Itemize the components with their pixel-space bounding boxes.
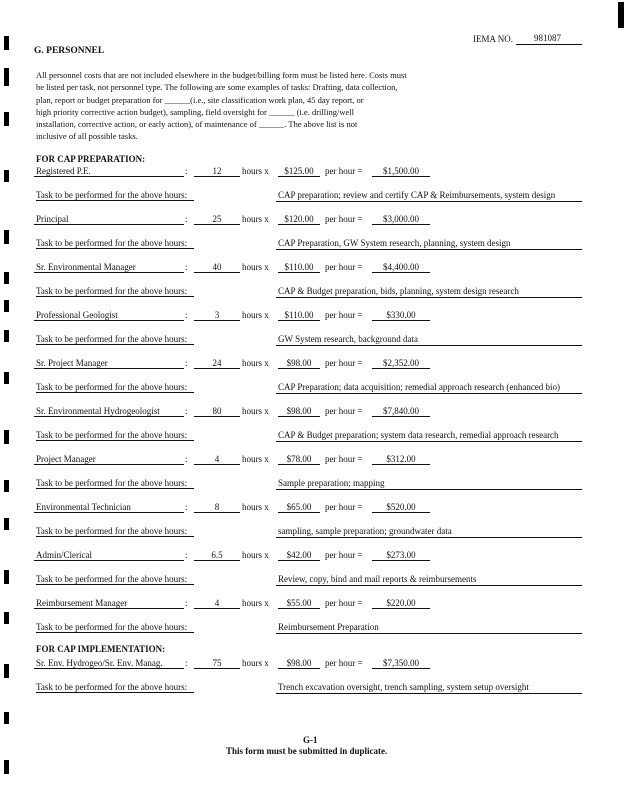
hours-value: 25 [212, 214, 222, 224]
rate-underline [278, 320, 320, 321]
task-underline [276, 441, 582, 442]
task-underline [276, 633, 582, 634]
line-total: $312.00 [386, 454, 416, 464]
hours-x-label: hours x [242, 166, 269, 176]
intro-line: high priority corrective action budget), sampling, field oversight for ______ (i.e. drilling/well [36, 107, 354, 117]
task-description: CAP Preparation; data acquisition; remedial approach research (enhanced bio) [278, 382, 561, 392]
personnel-title: Registered P.E. [36, 166, 91, 176]
line-total: $520.00 [386, 502, 416, 512]
task-label-underline [36, 344, 194, 345]
line-total: $4,400.00 [383, 262, 419, 272]
rate-underline [278, 176, 320, 177]
hours-underline [194, 512, 240, 513]
total-underline [372, 416, 430, 417]
task-description: CAP & Budget preparation; system data research, remedial approach research [278, 430, 559, 440]
task-label: Task to be performed for the above hours: [36, 622, 188, 632]
per-hour-label: per hour = [325, 550, 363, 560]
personnel-title: Reimbursement Manager [36, 598, 128, 608]
hours-underline [194, 608, 240, 609]
hours-underline [194, 224, 240, 225]
per-hour-label: per hour = [325, 214, 363, 224]
total-underline [372, 464, 430, 465]
task-label: Task to be performed for the above hours: [36, 682, 188, 692]
intro-line: be listed per task, not personnel type. The following are some examples of tasks: Drafting, data collection, [36, 82, 398, 92]
personnel-underline [34, 416, 184, 417]
personnel-title: Professional Geologist [36, 310, 118, 320]
per-hour-label: per hour = [325, 166, 363, 176]
task-underline [276, 393, 582, 394]
iema-underline [516, 44, 582, 45]
task-underline [276, 693, 582, 694]
hourly-rate: $55.00 [286, 598, 312, 608]
task-label: Task to be performed for the above hours: [36, 190, 188, 200]
hours-underline [194, 464, 240, 465]
task-label: Task to be performed for the above hours: [36, 478, 188, 488]
personnel-underline [34, 560, 184, 561]
rate-underline [278, 368, 320, 369]
hours-value: 4 [214, 454, 220, 464]
per-hour-label: per hour = [325, 658, 363, 668]
section-heading: FOR CAP PREPARATION: [36, 154, 146, 164]
hourly-rate: $78.00 [286, 454, 312, 464]
hours-value: 6.5 [211, 550, 223, 560]
personnel-underline [34, 608, 184, 609]
hours-value: 4 [214, 598, 220, 608]
hours-value: 12 [212, 166, 222, 176]
colon-separator: : [185, 454, 188, 464]
task-label: Task to be performed for the above hours: [36, 574, 188, 584]
intro-line: inclusive of all possible tasks. [36, 131, 138, 141]
per-hour-label: per hour = [325, 310, 363, 320]
task-label-underline [36, 536, 194, 537]
total-underline [372, 224, 430, 225]
iema-number: 981087 [534, 33, 561, 43]
task-label: Task to be performed for the above hours: [36, 430, 188, 440]
hours-x-label: hours x [242, 598, 269, 608]
line-total: $273.00 [386, 550, 416, 560]
personnel-title: Sr. Environmental Manager [36, 262, 136, 272]
colon-separator: : [185, 214, 188, 224]
total-underline [372, 668, 430, 669]
personnel-underline [34, 464, 184, 465]
hours-underline [194, 668, 240, 669]
personnel-title: Project Manager [36, 454, 96, 464]
hours-underline [194, 176, 240, 177]
hours-value: 80 [212, 406, 222, 416]
per-hour-label: per hour = [325, 262, 363, 272]
task-label-underline [36, 440, 194, 441]
hours-x-label: hours x [242, 658, 269, 668]
rate-underline [278, 512, 320, 513]
personnel-underline [34, 512, 184, 513]
total-underline [372, 272, 430, 273]
task-label: Task to be performed for the above hours: [36, 238, 188, 248]
rate-underline [278, 224, 320, 225]
total-underline [372, 608, 430, 609]
rate-underline [278, 272, 320, 273]
task-underline [276, 489, 582, 490]
task-underline [276, 249, 582, 250]
task-label-underline [36, 248, 194, 249]
line-total: $2,352.00 [383, 358, 419, 368]
line-total: $330.00 [386, 310, 416, 320]
task-label: Task to be performed for the above hours: [36, 526, 188, 536]
task-label-underline [36, 392, 194, 393]
personnel-underline [34, 224, 184, 225]
line-total: $220.00 [386, 598, 416, 608]
hours-underline [194, 368, 240, 369]
per-hour-label: per hour = [325, 598, 363, 608]
hours-x-label: hours x [242, 262, 269, 272]
section-title: G. PERSONNEL [34, 46, 105, 56]
colon-separator: : [185, 550, 188, 560]
task-description: CAP Preparation, GW System research, planning, system design [278, 238, 511, 248]
task-underline [276, 297, 582, 298]
section-heading: FOR CAP IMPLEMENTATION: [36, 644, 166, 654]
personnel-title: Sr. Environmental Hydrogeologist [36, 406, 160, 416]
task-description: sampling, sample preparation; groundwater data [278, 526, 452, 536]
total-underline [372, 560, 430, 561]
per-hour-label: per hour = [325, 454, 363, 464]
total-underline [372, 512, 430, 513]
hours-x-label: hours x [242, 406, 269, 416]
hourly-rate: $110.00 [284, 262, 314, 272]
hourly-rate: $125.00 [284, 166, 314, 176]
line-total: $7,840.00 [383, 406, 419, 416]
line-total: $3,000.00 [383, 214, 419, 224]
task-label-underline [36, 692, 194, 693]
hourly-rate: $42.00 [286, 550, 312, 560]
task-description: Review, copy, bind and mail reports & reimbursements [278, 574, 477, 584]
task-underline [276, 585, 582, 586]
task-description: Trench excavation oversight, trench sampling, system setup oversight [278, 682, 529, 692]
intro-line: plan, report or budget preparation for ______(i.e., site classification work plan, 45 day report, or [36, 95, 364, 105]
hours-x-label: hours x [242, 214, 269, 224]
personnel-underline [34, 176, 184, 177]
per-hour-label: per hour = [325, 358, 363, 368]
hours-x-label: hours x [242, 310, 269, 320]
colon-separator: : [185, 658, 188, 668]
hours-value: 8 [214, 502, 220, 512]
hourly-rate: $98.00 [286, 406, 312, 416]
hours-underline [194, 272, 240, 273]
personnel-underline [34, 320, 184, 321]
page-number: G-1 [303, 735, 318, 745]
task-description: CAP & Budget preparation, bids, planning, system design research [278, 286, 519, 296]
colon-separator: : [185, 598, 188, 608]
hours-x-label: hours x [242, 550, 269, 560]
duplicate-note: This form must be submitted in duplicate. [226, 746, 388, 756]
rate-underline [278, 560, 320, 561]
colon-separator: : [185, 262, 188, 272]
hours-x-label: hours x [242, 502, 269, 512]
personnel-underline [34, 272, 184, 273]
iema-label: IEMA NO. [473, 34, 513, 44]
rate-underline [278, 416, 320, 417]
personnel-underline [34, 368, 184, 369]
task-label: Task to be performed for the above hours: [36, 382, 188, 392]
task-underline [276, 537, 582, 538]
task-description: Reimbursement Preparation [278, 622, 379, 632]
task-label-underline [36, 296, 194, 297]
personnel-underline [34, 668, 184, 669]
hourly-rate: $110.00 [284, 310, 314, 320]
line-total: $7,350.00 [383, 658, 419, 668]
task-description: CAP preparation; review and certify CAP & Reimbursements, system design [278, 190, 556, 200]
intro-line: All personnel costs that are not included elsewhere in the budget/billing form must be listed here. Costs must [36, 70, 407, 80]
hours-value: 40 [212, 262, 222, 272]
colon-separator: : [185, 406, 188, 416]
colon-separator: : [185, 502, 188, 512]
hourly-rate: $98.00 [286, 358, 312, 368]
hours-value: 3 [214, 310, 220, 320]
task-description: GW System research, background data [278, 334, 419, 344]
colon-separator: : [185, 358, 188, 368]
hours-x-label: hours x [242, 454, 269, 464]
hours-underline [194, 560, 240, 561]
hours-value: 24 [212, 358, 222, 368]
task-underline [276, 345, 582, 346]
rate-underline [278, 608, 320, 609]
task-label-underline [36, 200, 194, 201]
personnel-title: Sr. Project Manager [36, 358, 108, 368]
hourly-rate: $120.00 [284, 214, 314, 224]
total-underline [372, 368, 430, 369]
hourly-rate: $98.00 [286, 658, 312, 668]
per-hour-label: per hour = [325, 502, 363, 512]
intro-line: installation, corrective action, or early action), of maintenance of ______. The above list is not [36, 119, 358, 129]
colon-separator: : [185, 310, 188, 320]
total-underline [372, 320, 430, 321]
line-total: $1,500.00 [383, 166, 419, 176]
hours-value: 75 [212, 658, 222, 668]
colon-separator: : [185, 166, 188, 176]
task-label-underline [36, 584, 194, 585]
task-underline [276, 201, 582, 202]
rate-underline [278, 668, 320, 669]
task-label-underline [36, 632, 194, 633]
personnel-title: Sr. Env. Hydrogeo/Sr. Env. Manag. [36, 658, 163, 668]
task-label: Task to be performed for the above hours: [36, 286, 188, 296]
hourly-rate: $65.00 [286, 502, 312, 512]
task-description: Sample preparation; mapping [278, 478, 385, 488]
task-label-underline [36, 488, 194, 489]
per-hour-label: per hour = [325, 406, 363, 416]
task-label: Task to be performed for the above hours: [36, 334, 188, 344]
personnel-title: Environmental Technician [36, 502, 131, 512]
hours-x-label: hours x [242, 358, 269, 368]
personnel-title: Principal [36, 214, 69, 224]
total-underline [372, 176, 430, 177]
personnel-title: Admin/Clerical [36, 550, 92, 560]
hours-underline [194, 416, 240, 417]
hours-underline [194, 320, 240, 321]
rate-underline [278, 464, 320, 465]
